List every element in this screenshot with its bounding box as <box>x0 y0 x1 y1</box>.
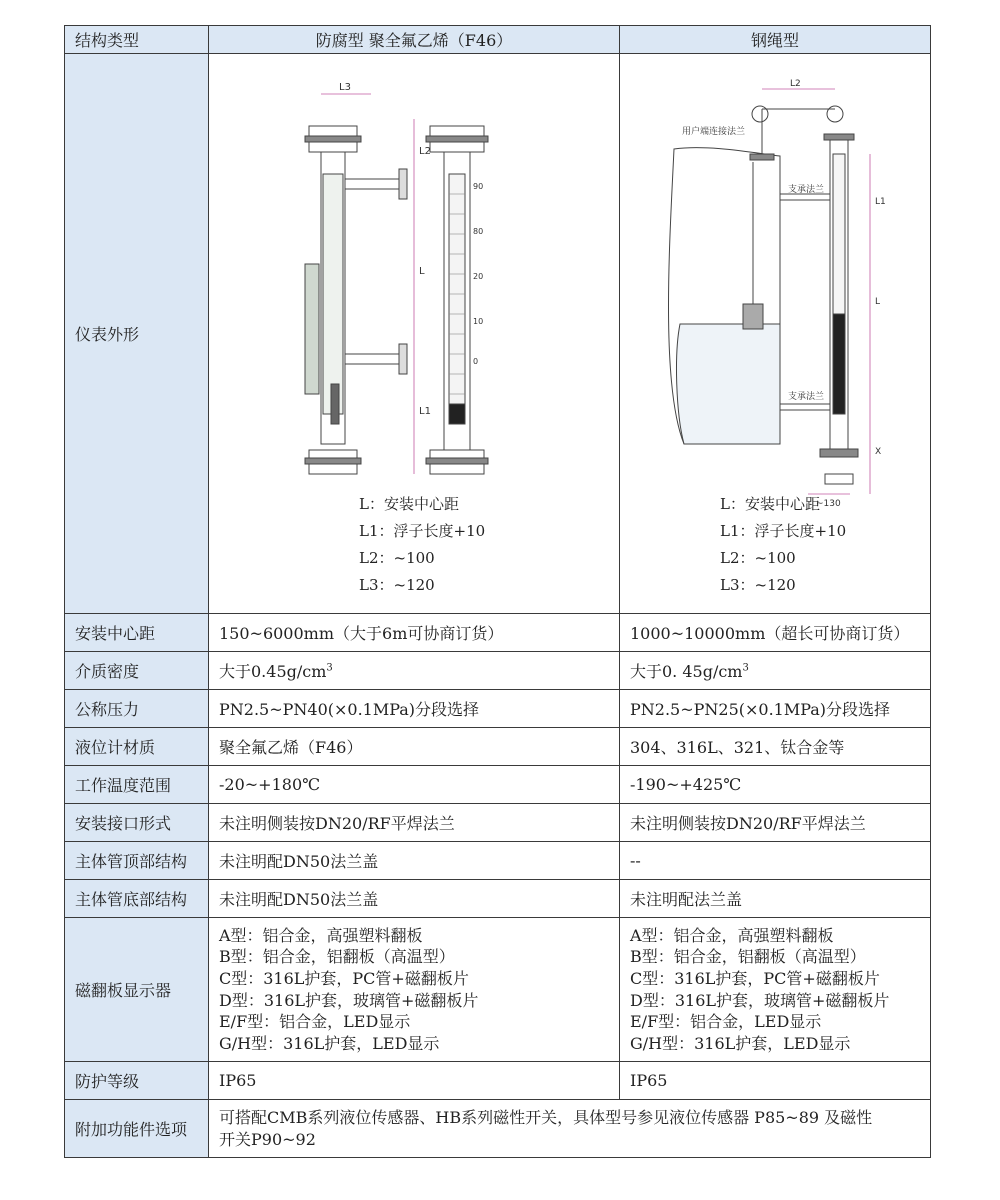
note-left-0: L：安装中心距 <box>359 495 459 513</box>
row-value-steel-rope: 未注明侧装按DN20/RF平焊法兰 <box>620 804 931 842</box>
note-left-2: L2：~100 <box>359 549 435 567</box>
note-right-0: L：安装中心距 <box>720 495 820 513</box>
label-support-flange-bottom: 支承法兰 <box>788 392 825 402</box>
row-value-steel-rope: 大于0. $45g/cm^3$ <box>620 652 931 690</box>
float <box>743 304 763 329</box>
header-anticorrosion: 防腐型 聚全氟乙烯（F46） <box>209 26 620 54</box>
bottom-flange <box>309 464 357 474</box>
label-support-flange-top: 支承法兰 <box>788 185 825 195</box>
scale-80: 80 <box>473 227 484 236</box>
row-label: 工作温度范围 <box>65 766 209 804</box>
row-value-anticorrosion: 未注明配DN50法兰盖 <box>209 842 620 880</box>
row-value-anticorrosion: 150~6000mm（大于6m可协商订货） <box>209 614 620 652</box>
note-left-1: L1：浮子长度+10 <box>359 522 486 540</box>
row-value-anticorrosion: 未注明配DN50法兰盖 <box>209 880 620 918</box>
display-row <box>65 918 931 1062</box>
upper-nozzle <box>345 179 399 189</box>
dim-x-right: X <box>875 447 882 457</box>
extra-value: 可搭配CMB系列液位传感器、HB系列磁性开关，具体型号参见液位传感器 P85~89 及磁性 开关P90~92 <box>209 1100 931 1158</box>
dim-l3-left: L3 <box>339 82 351 93</box>
table-row <box>65 804 931 842</box>
row-value-anticorrosion: 大于$0.45g/cm^3$ <box>209 652 620 690</box>
dim-l2-right: L2 <box>790 79 801 89</box>
display-label: 磁翻板显示器 <box>65 918 209 1062</box>
diagram-row-label: 仪表外形 <box>65 54 209 614</box>
row-label: 介质密度 <box>65 652 209 690</box>
diagram-row <box>65 54 931 614</box>
note-right-3: L3：~120 <box>720 576 796 594</box>
protection-label: 防护等级 <box>65 1062 209 1100</box>
header-steel-rope: 钢绳型 <box>620 26 931 54</box>
row-label: 安装接口形式 <box>65 804 209 842</box>
row-value-steel-rope: 304、316L、321、钛合金等 <box>620 728 931 766</box>
display-options-steel-rope: A型：铝合金，高强塑料翻板 B型：铝合金，铝翻板（高温型） C型：316L护套，PC管+磁翻板片 D型：316L护套，玻璃管+磁翻板片 E/F型：铝合金，LED显示 G/H型：316L护套，LED显示 <box>620 918 931 1062</box>
row-value-steel-rope: -- <box>620 842 931 880</box>
display-options-anticorrosion: A型：铝合金，高强塑料翻板 B型：铝合金，铝翻板（高温型） C型：316L护套，PC管+磁翻板片 D型：316L护套，玻璃管+磁翻板片 E/F型：铝合金，LED显示 G/H型：316L护套，LED显示 <box>209 918 620 1062</box>
scale-0: 0 <box>473 357 479 366</box>
protection-row <box>65 1062 931 1100</box>
row-value-steel-rope: 未注明配法兰盖 <box>620 880 931 918</box>
note-left-3: L3：~120 <box>359 576 435 594</box>
row-value-anticorrosion: 未注明侧装按DN20/RF平焊法兰 <box>209 804 620 842</box>
scale-20: 20 <box>473 272 484 281</box>
table-row <box>65 842 931 880</box>
left-dimension-notes <box>359 491 485 599</box>
table-row <box>65 880 931 918</box>
note-right-2: L2：~100 <box>720 549 796 567</box>
dim-l2-left: L2 <box>419 146 431 157</box>
dim-l-right: L <box>875 297 881 307</box>
row-label: 主体管顶部结构 <box>65 842 209 880</box>
row-value-anticorrosion: 聚全氟乙烯（F46） <box>209 728 620 766</box>
dim-l1-left: L1 <box>419 406 431 417</box>
extra-label: 附加功能件选项 <box>65 1100 209 1158</box>
row-label: 液位计材质 <box>65 728 209 766</box>
left-diagram-cell <box>209 54 620 614</box>
row-value-steel-rope: -190~+425℃ <box>620 766 931 804</box>
protection-value-steel-rope: IP65 <box>620 1062 931 1100</box>
scale-90: 90 <box>473 182 484 191</box>
scale-10: 10 <box>473 317 484 326</box>
row-label: 安装中心距 <box>65 614 209 652</box>
right-dimension-notes <box>720 491 846 599</box>
row-label: 主体管底部结构 <box>65 880 209 918</box>
row-label: 公称压力 <box>65 690 209 728</box>
table-row <box>65 766 931 804</box>
dim-l1-right: L1 <box>875 197 886 207</box>
protection-value-anticorrosion: IP65 <box>209 1062 620 1100</box>
row-value-steel-rope: 1000~10000mm（超长可协商订货） <box>620 614 931 652</box>
superscript: 3 <box>326 662 333 674</box>
header-row <box>65 26 931 54</box>
dim-l-left: L <box>419 266 425 277</box>
superscript: 3 <box>742 662 749 674</box>
dim-130-right: ~130 <box>816 499 841 509</box>
table-row <box>65 652 931 690</box>
spec-table <box>64 25 931 1158</box>
right-diagram-cell <box>620 54 931 614</box>
row-value-anticorrosion: -20~+180℃ <box>209 766 620 804</box>
note-right-1: L1：浮子长度+10 <box>720 522 847 540</box>
table-row <box>65 690 931 728</box>
header-structure-type: 结构类型 <box>65 26 209 54</box>
extra-row <box>65 1100 931 1158</box>
row-value-steel-rope: PN2.5~PN25(×0.1MPa)分段选择 <box>620 690 931 728</box>
table-row <box>65 614 931 652</box>
label-user-flange: 用户端连接法兰 <box>682 127 746 137</box>
table-row <box>65 728 931 766</box>
lower-nozzle <box>345 354 399 364</box>
top-flange <box>309 126 357 136</box>
row-value-anticorrosion: PN2.5~PN40(×0.1MPa)分段选择 <box>209 690 620 728</box>
